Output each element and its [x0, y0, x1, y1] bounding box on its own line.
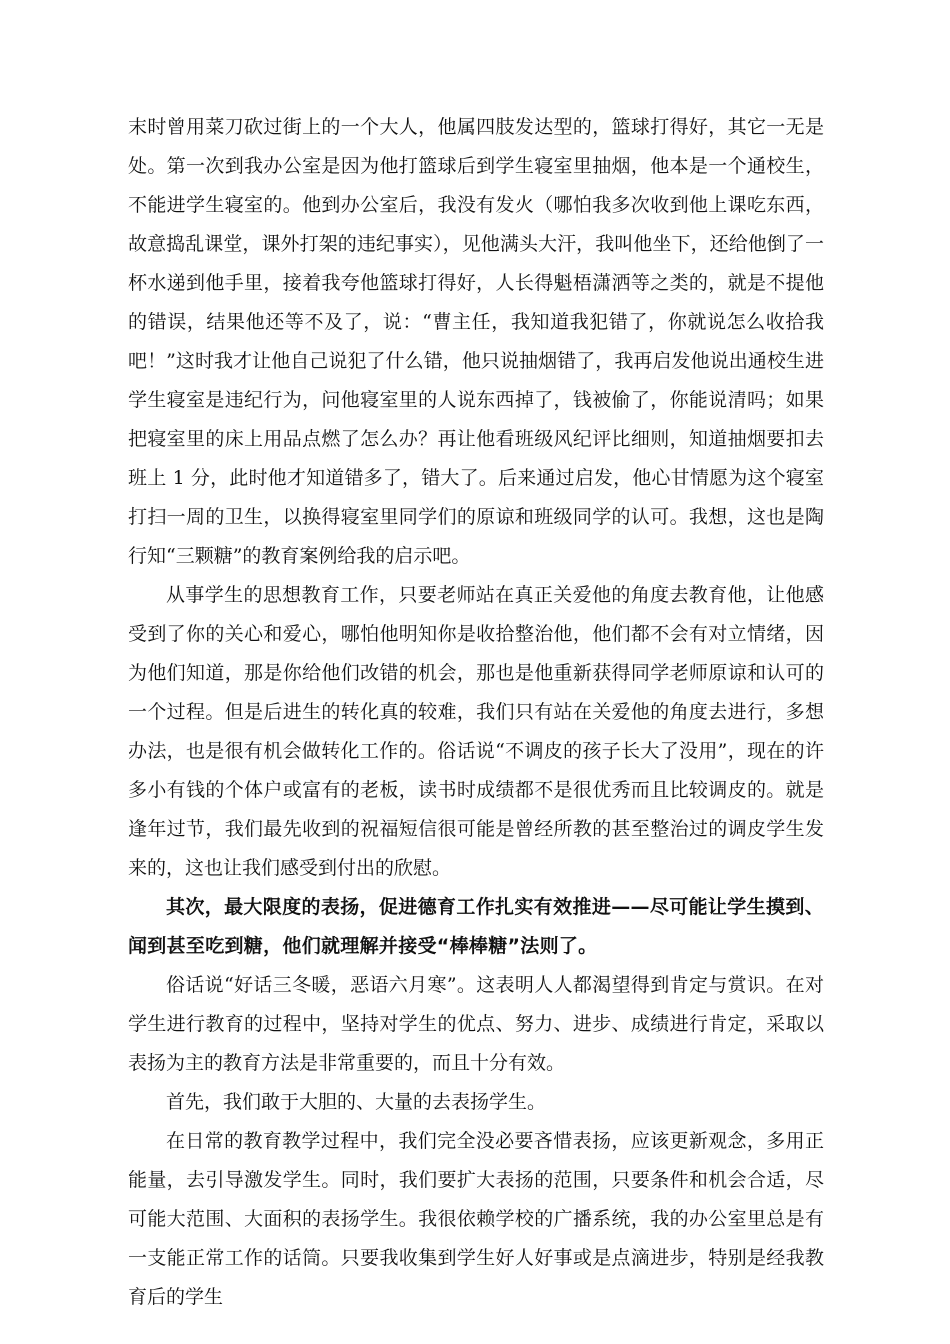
paragraph-1: 末时曾用菜刀砍过街上的一个大人，他属四肢发达型的，篮球打得好，其它一无是处。第一次到我办公室是因为他打篮球后到学生寝室里抽烟，他本是一个通校生，不能进学生寝室的。他到办公室后，我没有发火（哪怕我多次收到他上课吃东西，故意捣乱课堂，课外打架的违纪事实），见他满头大汗，我叫他坐下，还给他倒了一杯水递到他手里，接着我夸他篮球打得好，人长得魁梧潇洒等之类的，就是不提他的错误，结果他还等不及了，说：“曹主任，我知道我犯错了，你就说怎么收拾我吧！”这时我才让他自己说犯了什么错，他只说抽烟错了，我再启发他说出通校生进学生寝室是违纪行为，问他寝室里的人说东西掉了，钱被偷了，你能说清吗；如果把寝室里的床上用品点燃了怎么办？再让他看班级风纪评比细则，知道抽烟要扣去班上 1 分，此时他才知道错多了，错大了。后来通过启发，他心甘情愿为这个寝室打扫一周的卫生，以换得寝室里同学们的原谅和班级同学的认可。我想，这也是陶行知“三颗糖”的教育案例给我的启示吧。: [128, 116, 824, 567]
document-body: [128, 108, 824, 1317]
paragraph-6: 在日常的教育教学过程中，我们完全没必要吝惜表扬，应该更新观念，多用正能量，去引导激发学生。同时，我们要扩大表扬的范围，只要条件和机会合适，尽可能大范围、大面积的表扬学生。我很依赖学校的广播系统，我的办公室里总是有一支能正常工作的话筒。只要我收集到学生好人好事或是点滴进步，特别是经我教育后的学生: [128, 1130, 824, 1308]
paragraph-3-heading: 其次，最大限度的表扬，促进德育工作扎实有效推进——尽可能让学生摸到、闻到甚至吃到糖，他们就理解并接受“棒棒糖”法则了。: [128, 896, 824, 957]
paragraph-4: 俗话说“好话三冬暖，恶语六月寒”。这表明人人都渴望得到肯定与赏识。在对学生进行教育的过程中，坚持对学生的优点、努力、进步、成绩进行肯定，采取以表扬为主的教育方法是非常重要的，而且十分有效。: [128, 974, 824, 1074]
paragraph-5: 首先，我们敢于大胆的、大量的去表扬学生。: [166, 1091, 547, 1113]
paragraph-2: 从事学生的思想教育工作，只要老师站在真正关爱他的角度去教育他，让他感受到了你的关心和爱心，哪怕他明知你是收拾整治他，他们都不会有对立情绪，因为他们知道，那是你给他们改错的机会，那也是他重新获得同学老师原谅和认可的一个过程。但是后进生的转化真的较难，我们只有站在关爱他的角度去进行，多想办法，也是很有机会做转化工作的。俗话说“不调皮的孩子长大了没用”，现在的许多小有钱的个体户或富有的老板，读书时成绩都不是很优秀而且比较调皮的。就是逢年过节，我们最先收到的祝福短信很可能是曾经所教的甚至整治过的调皮学生发来的，这也让我们感受到付出的欣慰。: [128, 584, 824, 879]
